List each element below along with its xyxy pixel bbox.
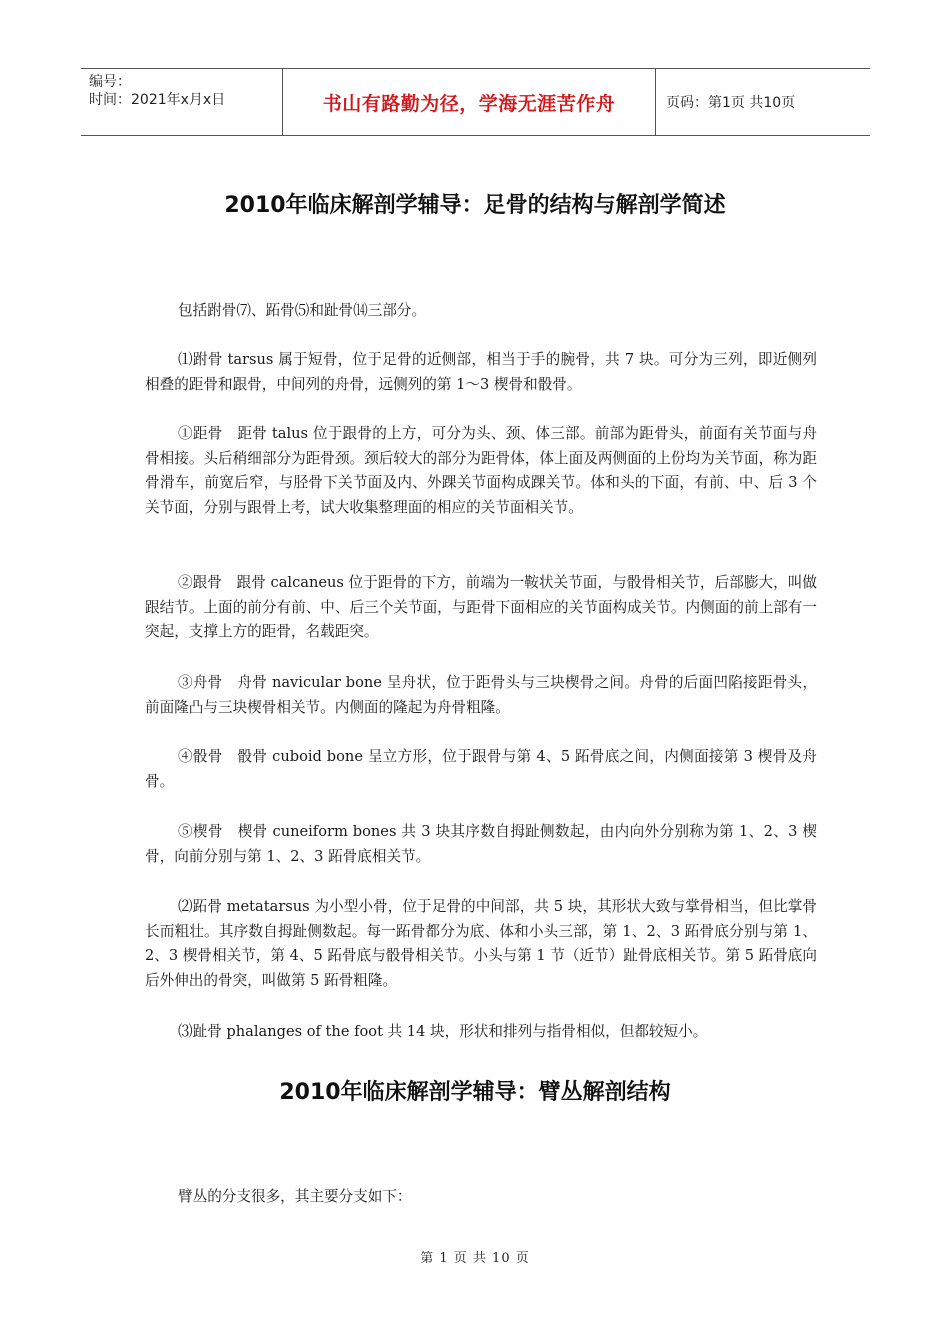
- section1-paragraph: ②跟骨 跟骨 calcaneus 位于距骨的下方，前端为一鞍状关节面，与骰骨相关节，后部膨大，叫做跟结节。上面的前分有前、中、后三个关节面，与距骨下面相应的关节面构成关节。内侧面的前上部有一突起，支撑上方的距骨，名载距突。: [145, 574, 817, 641]
- section1-paragraph: 包括跗骨⑺、跖骨⑸和趾骨⒁三部分。: [178, 302, 427, 319]
- section1-paragraph: ⑤楔骨 楔骨 cuneiform bones 共 3 块其序数自拇趾侧数起，由内向外分别称为第 1、2、3 楔骨，向前分别与第 1、2、3 跖骨底相关节。: [145, 823, 817, 865]
- section1-title: 2010年临床解剖学辅导：足骨的结构与解剖学简述: [224, 193, 726, 218]
- section1-paragraph: ⑵跖骨 metatarsus 为小型小骨，位于足骨的中间部，共 5 块，其形状大致与掌骨相当，但比掌骨长而粗壮。其序数自拇趾侧数起。每一跖骨都分为底、体和小头三部，第 1、2、3 跖骨底分别与第 1、2、3 楔骨相关节，第 4、5 跖骨底与骰骨相关节。小头与第 1 节（近节）趾骨底相关节。第 5 跖骨底向后外伸出的骨突，叫做第 5 跖骨粗隆。: [145, 898, 817, 989]
- header-page-info: 页码：第1页 共10页: [666, 95, 796, 111]
- header-meta-cell: [81, 69, 282, 135]
- page-footer: 第 1 页 共 10 页: [420, 1251, 530, 1266]
- section1-paragraph: ⑴跗骨 tarsus 属于短骨，位于足骨的近侧部，相当于手的腕骨，共 7 块。可分为三列，即近侧列相叠的距骨和跟骨，中间列的舟骨，远侧列的第 1～3 楔骨和骰骨。: [145, 351, 817, 393]
- section1-paragraph: ①距骨 距骨 talus 位于跟骨的上方，可分为头、颈、体三部。前部为距骨头，前面有关节面与舟骨相接。头后稍细部分为距骨颈。颈后较大的部分为距骨体，体上面及两侧面的上份均为关节面，称为距骨滑车，前宽后窄，与胫骨下关节面及内、外踝关节面构成踝关节。体和头的下面，有前、中、后 3 个关节面，分别与跟骨上考，试大收集整理面的相应的关节面相关节。: [145, 425, 817, 516]
- section1-paragraph: ⑶趾骨 phalanges of the foot 共 14 块，形状和排列与指骨相似，但都较短小。: [178, 1023, 708, 1040]
- section2-title: 2010年临床解剖学辅导：臂丛解剖结构: [279, 1080, 671, 1105]
- section1-paragraph: ③舟骨 舟骨 navicular bone 呈舟状，位于距骨头与三块楔骨之间。舟骨的后面凹陷接距骨头，前面隆凸与三块楔骨相关节。内侧面的隆起为舟骨粗隆。: [145, 674, 817, 716]
- header-table: [81, 68, 870, 136]
- section2-paragraph: 臂丛的分支很多，其主要分支如下：: [178, 1188, 412, 1205]
- document-time-label: 时间：2021年x月x日: [89, 92, 226, 108]
- section1-paragraph: ④骰骨 骰骨 cuboid bone 呈立方形，位于跟骨与第 4、5 跖骨底之间，内侧面接第 3 楔骨及舟骨。: [145, 748, 817, 790]
- header-motto: 书山有路勤为径，学海无涯苦作舟: [282, 69, 656, 135]
- document-number-label: 编号：: [89, 74, 131, 90]
